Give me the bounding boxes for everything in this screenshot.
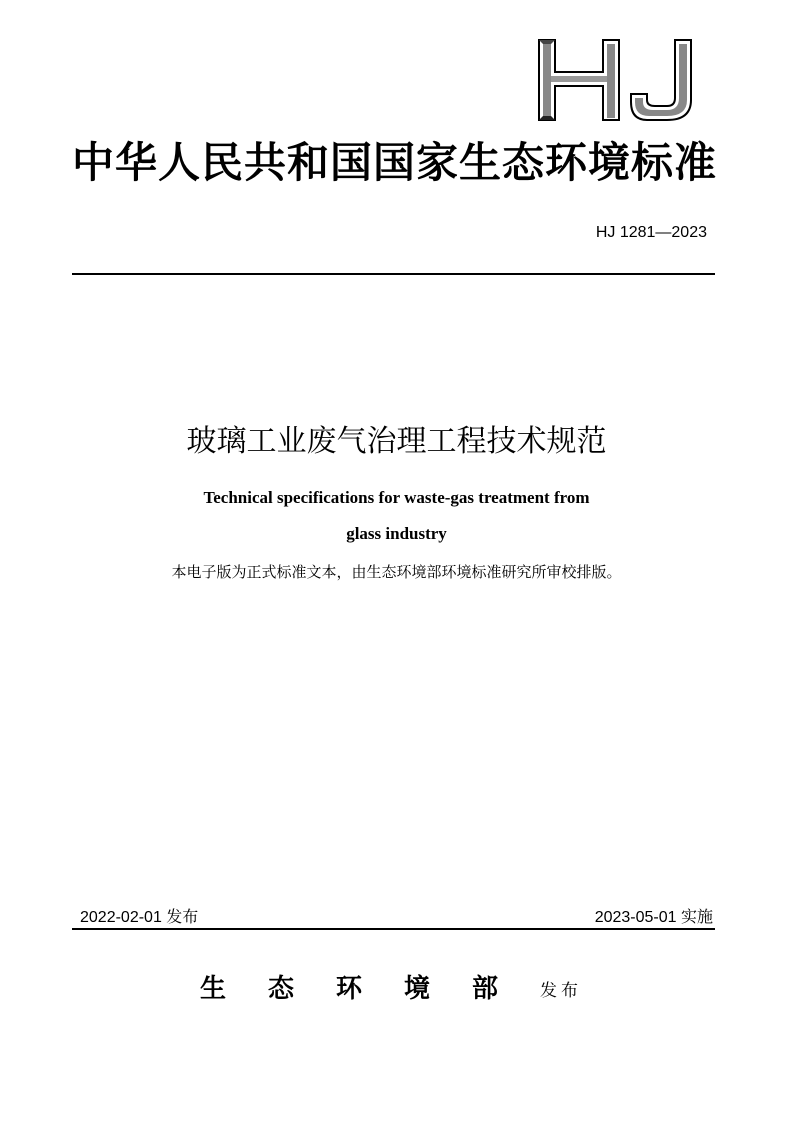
english-title-line-1: Technical specifications for waste-gas treatment from [203, 488, 590, 507]
english-title-line-2: glass industry [346, 524, 447, 543]
edition-note: 本电子版为正式标准文本，由生态环境部环境标准研究所审校排版。 [171, 563, 622, 581]
standard-number: HJ 1281—2023 [595, 224, 707, 241]
bottom-divider [72, 928, 715, 930]
hj-logo-j [631, 40, 691, 120]
implementation-date: 2023-05-01 实施 [594, 909, 713, 926]
publish-label: 发布 [540, 981, 582, 1001]
publisher: 生态环境部 [200, 974, 541, 1004]
hj-logo [535, 38, 697, 122]
issue-date: 2022-02-01 发布 [80, 909, 199, 926]
chinese-title: 玻璃工业废气治理工程技术规范 [186, 424, 607, 459]
top-divider [72, 273, 715, 275]
hj-logo-h [539, 40, 619, 120]
issuing-authority: 中华人民共和国国家生态环境标准 [72, 138, 718, 187]
